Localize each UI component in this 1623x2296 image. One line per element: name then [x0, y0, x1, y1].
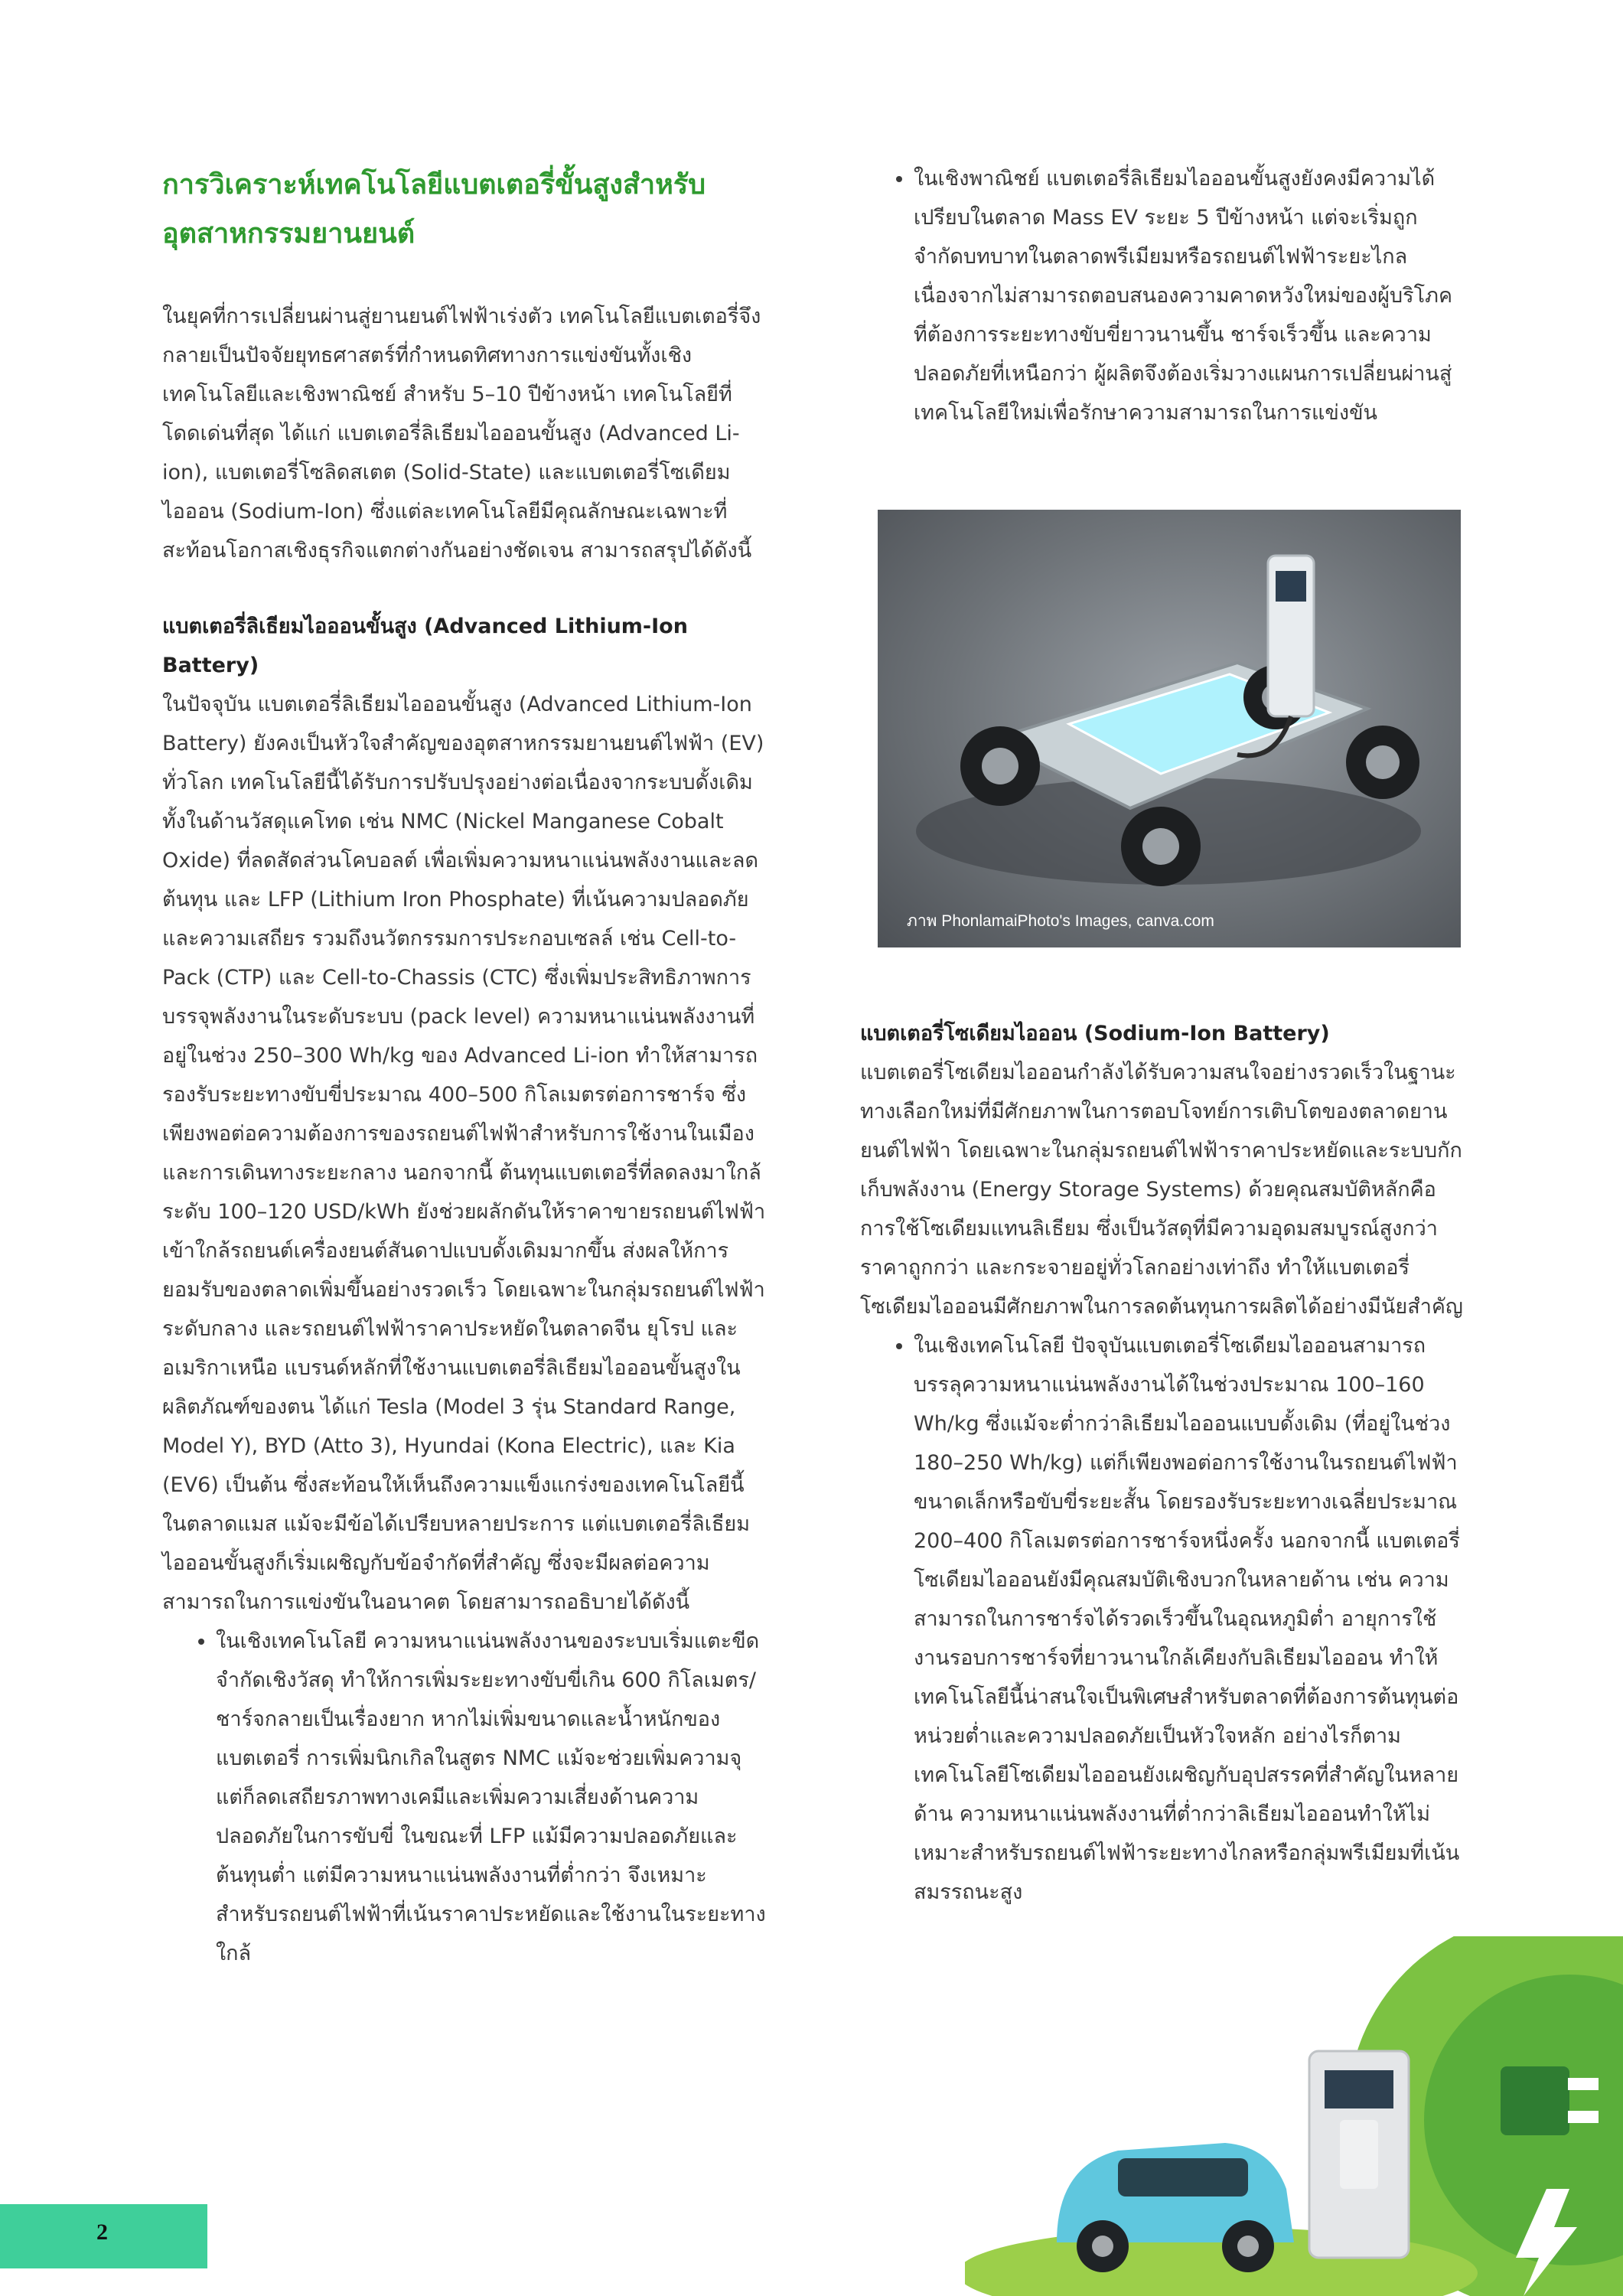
section2-body: แบตเตอรี่โซเดียมไอออนกำลังได้รับความสนใจอย่างรวดเร็วในฐานะทางเลือกใหม่ที่มีศักยภาพในการตอบโจทย์การเติบโตของตลาดยานยนต์ไฟฟ้า โดยเฉพาะในกลุ่มรถยนต์ไฟฟ้าราคาประหยัดและระบบกักเก็บพลังงาน (Energy Storage Systems) ด้วยคุณสมบัติหลักคือการใช้โซเดียมแทนลิเธียม ซึ่งเป็นวัสดุที่มีความอุดมสมบูรณ์สูงกว่า ราคาถูกกว่า และกระจายอยู่ทั่วโลกอย่างเท่าถึง ทำให้แบตเตอรี่โซเดียมไอออนมีศักยภาพในการลดต้นทุนการผลิตได้อย่างมีนัยสำคัญ — [860, 1061, 1463, 1319]
commercial-bullet: • ในเชิงพาณิชย์ แบตเตอรี่ลิเธียมไอออนขั้นสูงยังคงมีความได้เปรียบในตลาด Mass EV ระยะ 5 ปีข้างหน้า แต่จะเริ่มถูกจำกัดบทบาทในตลาดพรีเมียมหรือรถยนต์ไฟฟ้าระยะไกล เนื่องจากไม่สามารถตอบสนองความคาดหวังใหม่ของผู้บริโภคที่ต้องการระยะทางขับขี่ยาวนานขึ้น ชาร์จเร็วขึ้น และความปลอดภัยที่เหนือกว่า ผู้ผลิตจึงต้องเริ่มวางแผนการเปลี่ยนผ่านสู่เทคโนโลยีใหม่เพื่อรักษาความสามารถในการแข่งขัน — [914, 159, 1465, 432]
intro-paragraph: ในยุคที่การเปลี่ยนผ่านสู่ยานยนต์ไฟฟ้าเร่งตัว เทคโนโลยีแบตเตอรี่จึงกลายเป็นปัจจัยยุทธศาสตร์ที่กำหนดทิศทางการแข่งขันทั้งเชิงเทคโนโลยีและเชิงพาณิชย์ สำหรับ 5–10 ปีข้างหน้า เทคโนโลยีที่โดดเด่นที่สุด ได้แก่ แบตเตอรี่ลิเธียมไอออนขั้นสูง (Advanced Li-ion), แบตเตอรี่โซลิดสเตต (Solid-State) และแบตเตอรี่โซเดียมไอออน (Sodium-Ion) ซึ่งแต่ละเทคโนโลยีมีคุณลักษณะเฉพาะที่สะท้อนโอกาสเชิงธุรกิจแตกต่างกันอย่างชัดเจน สามารถสรุปได้ดังนี้ — [162, 305, 761, 563]
page-title: การวิเคราะห์เทคโนโลยีแบตเตอรี่ขั้นสูงสำหรับอุตสาหกรรมยานยนต์ — [162, 169, 706, 249]
section2-heading: แบตเตอรี่โซเดียมไอออน (Sodium-Ion Battery) — [860, 1022, 1330, 1045]
section1-heading: แบตเตอรี่ลิเธียมไอออนขั้นสูง (Advanced Lithium-Ion Battery) — [162, 615, 688, 677]
ev-chassis-illustration — [878, 510, 1461, 947]
section1-body: ในปัจจุบัน แบตเตอรี่ลิเธียมไอออนขั้นสูง (Advanced Lithium-Ion Battery) ยังคงเป็นหัวใจสำคัญของอุตสาหกรรมยานยนต์ไฟฟ้า (EV) ทั่วโลก เทคโนโลยีนี้ได้รับการปรับปรุงอย่างต่อเนื่องจากระบบดั้งเดิม ทั้งในด้านวัสดุแคโทด เช่น NMC (Nickel Manganese Cobalt Oxide) ที่ลดสัดส่วนโคบอลต์ เพื่อเพิ่มความหนาแน่นพลังงานและลดต้นทุน และ LFP (Lithium Iron Phosphate) ที่เน้นความปลอดภัยและความเสถียร รวมถึงนวัตกรรมการประกอบเซลล์ เช่น Cell-to-Pack (CTP) และ Cell-to-Chassis (CTC) ซึ่งเพิ่มประสิทธิภาพการบรรจุพลังงานในระดับระบบ (pack level) ความหนาแน่นพลังงานที่อยู่ในช่วง 250–300 Wh/kg ของ Advanced Li-ion ทำให้สามารถรองรับระยะทางขับขี่ประมาณ 400–500 กิโลเมตรต่อการชาร์จ ซึ่งเพียงพอต่อความต้องการของรถยนต์ไฟฟ้าสำหรับการใช้งานในเมืองและการเดินทางระยะกลาง นอกจากนี้ ต้นทุนแบตเตอรี่ที่ลดลงมาใกล้ระดับ 100–120 USD/kWh ยังช่วยผลักดันให้ราคาขายรถยนต์ไฟฟ้าเข้าใกล้รถยนต์เครื่องยนต์สันดาปแบบดั้งเดิมมากขึ้น ส่งผลให้การยอมรับของตลาดเพิ่มขึ้นอย่างรวดเร็ว โดยเฉพาะในกลุ่มรถยนต์ไฟฟ้าระดับกลาง และรถยนต์ไฟฟ้าราคาประหยัดในตลาดจีน ยุโรป และอเมริกาเหนือ แบรนด์หลักที่ใช้งานแบตเตอรี่ลิเธียมไอออนขั้นสูงในผลิตภัณฑ์ของตน ได้แก่ Tesla (Model 3 รุ่น Standard Range, Model Y), BYD (Atto 3), Hyundai (Kona Electric), และ Kia (EV6) เป็นต้น ซึ่งสะท้อนให้เห็นถึงความแข็งแกร่งของเทคโนโลยีนี้ในตลาดแมส แม้จะมีข้อได้เปรียบหลายประการ แต่แบตเตอรี่ลิเธียมไอออนขั้นสูงก็เริ่มเผชิญกับข้อจำกัดที่สำคัญ ซึ่งจะมีผลต่อความสามารถในการแข่งขันในอนาคต โดยสามารถอธิบายได้ดังนี้ — [162, 693, 766, 1614]
section2-bullets — [860, 1326, 1465, 1912]
left-column — [162, 161, 767, 1973]
right-column-top — [860, 159, 1465, 432]
ev-chassis-photo — [878, 510, 1461, 947]
section2-bullet: • ในเชิงเทคโนโลยี ปัจจุบันแบตเตอรี่โซเดียมไอออนสามารถบรรลุความหนาแน่นพลังงานได้ในช่วงประมาณ 100–160 Wh/kg ซึ่งแม้จะต่ำกว่าลิเธียมไอออนแบบดั้งเดิม (ที่อยู่ในช่วง 180–250 Wh/kg) แต่ก็เพียงพอต่อการใช้งานในรถยนต์ไฟฟ้าขนาดเล็กหรือขับขี่ระยะสั้น โดยรองรับระยะทางเฉลี่ยประมาณ 200–400 กิโลเมตรต่อการชาร์จหนึ่งครั้ง นอกจากนี้ แบตเตอรี่โซเดียมไอออนยังมีคุณสมบัติเชิงบวกในหลายด้าน เช่น ความสามารถในการชาร์จได้รวดเร็วขึ้นในอุณหภูมิต่ำ อายุการใช้งานรอบการชาร์จที่ยาวนานใกล้เคียงกับลิเธียมไอออน ทำให้เทคโนโลยีนี้น่าสนใจเป็นพิเศษสำหรับตลาดที่ต้องการต้นทุนต่อหน่วยต่ำและความปลอดภัยเป็นหัวใจหลัก อย่างไรก็ตามเทคโนโลยีโซเดียมไอออนยังเผชิญกับอุปสรรคที่สำคัญในหลายด้าน ความหนาแน่นพลังงานที่ต่ำกว่าลิเธียมไอออนทำให้ไม่เหมาะสำหรับรถยนต์ไฟฟ้าระยะทางไกลหรือกลุ่มพรีเมียมที่เน้นสมรรถนะสูง — [914, 1326, 1465, 1912]
section1-bullet: • ในเชิงเทคโนโลยี ความหนาแน่นพลังงานของระบบเริ่มแตะขีดจำกัดเชิงวัสดุ ทำให้การเพิ่มระยะทางขับขี่เกิน 600 กิโลเมตร/ชาร์จกลายเป็นเรื่องยาก หากไม่เพิ่มขนาดและน้ำหนักของแบตเตอรี่ การเพิ่มนิกเกิลในสูตร NMC แม้จะช่วยเพิ่มความจุ แต่ก็ลดเสถียรภาพทางเคมีและเพิ่มความเสี่ยงด้านความปลอดภัยในการขับขี่ ในขณะที่ LFP แม้มีความปลอดภัยและต้นทุนต่ำ แต่มีความหนาแน่นพลังงานที่ต่ำกว่า จึงเหมาะสำหรับรถยนต์ไฟฟ้าที่เน้นราคาประหยัดและใช้งานในระยะทางใกล้ — [216, 1622, 767, 1973]
page-number-badge — [0, 2204, 207, 2268]
photo-caption: ภาพ PhonlamaiPhoto's Images, canva.com — [907, 912, 1214, 930]
section1-bullets — [162, 1622, 767, 1973]
commercial-bullets — [860, 159, 1465, 432]
right-column-bottom — [860, 1014, 1465, 1912]
ev-charging-illustration — [965, 1936, 1623, 2296]
page-number: 2 — [96, 2219, 108, 2245]
